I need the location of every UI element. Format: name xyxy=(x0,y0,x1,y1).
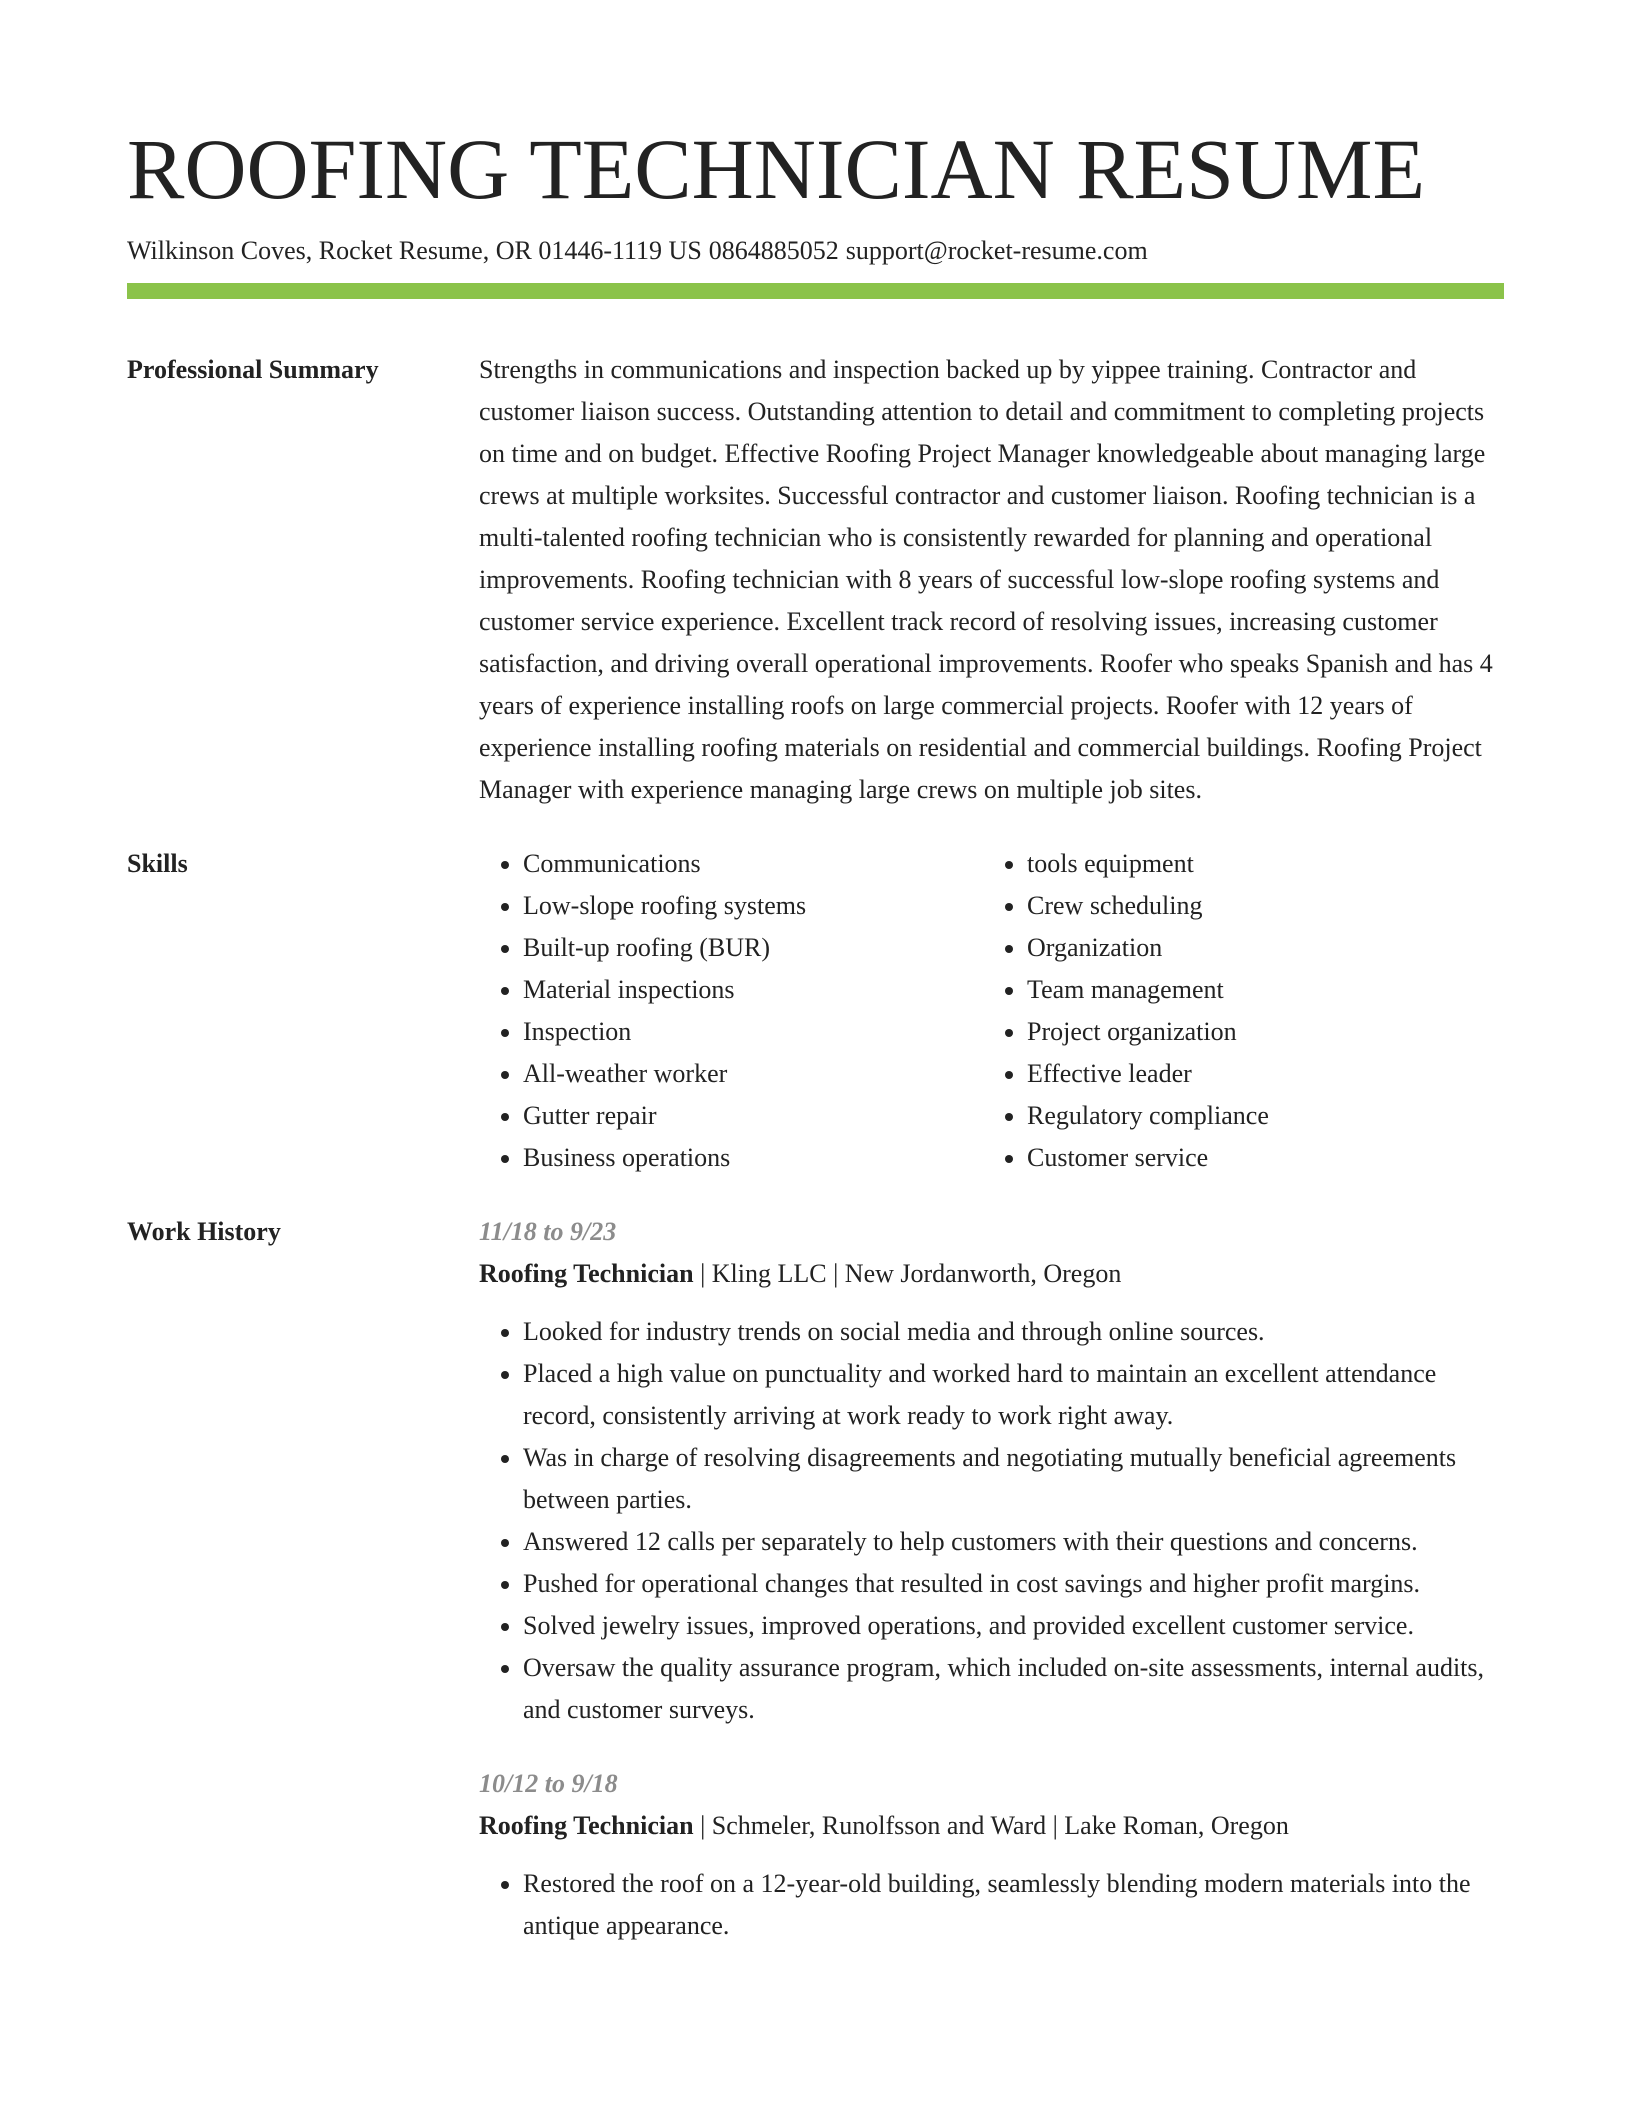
job-title-line xyxy=(479,1253,1504,1295)
summary-text: Strengths in communications and inspection backed up by yippee training. Contractor and customer liaison success. Outstanding attention to detail and commitment to completing projects on time and on budget. Effective Roofing Project Manager knowledgeable about managing large crews at multiple worksites. Successful contractor and customer liaison. Roofing technician is a multi-talented roofing technician who is consistently rewarded for planning and operational improvements. Roofing technician with 8 years of successful low-slope roofing systems and customer service experience. Excellent track record of resolving issues, increasing customer satisfaction, and driving overall operational improvements. Roofer who speaks Spanish and has 4 years of experience installing roofs on large commercial projects. Roofer with 12 years of experience installing roofing materials on residential and commercial buildings. Roofing Project Manager with experience managing large crews on multiple job sites. xyxy=(479,355,1493,804)
work-history-section xyxy=(127,1211,1504,1947)
skills-heading: Skills xyxy=(127,849,188,878)
contact-email[interactable]: support@rocket-resume.com xyxy=(845,236,1148,265)
job-bullet: • Oversaw the quality assurance program, which included on-site assessments, internal audits, and customer surveys. xyxy=(523,1647,1504,1731)
skill-item: • Crew scheduling xyxy=(1027,885,1487,927)
skills-list-right xyxy=(983,843,1487,1179)
job-bullet: • Was in charge of resolving disagreements and negotiating mutually beneficial agreements between parties. xyxy=(523,1437,1504,1521)
header-divider xyxy=(127,283,1504,299)
contact-line xyxy=(127,233,1505,269)
skill-item: • tools equipment xyxy=(1027,843,1487,885)
summary-heading: Professional Summary xyxy=(127,355,379,384)
skill-item: • Low-slope roofing systems xyxy=(523,885,983,927)
skill-item: • Gutter repair xyxy=(523,1095,983,1137)
job-bullet: • Pushed for operational changes that resulted in cost savings and higher profit margins. xyxy=(523,1563,1504,1605)
skill-item: • Inspection xyxy=(523,1011,983,1053)
work-history-body xyxy=(479,1211,1504,1947)
skill-item: • Organization xyxy=(1027,927,1487,969)
job-details: | Kling LLC | New Jordanworth, Oregon xyxy=(693,1259,1122,1288)
skill-item: • Team management xyxy=(1027,969,1487,1011)
skills-columns xyxy=(479,843,1504,1179)
job-dates: 10/12 to 9/18 xyxy=(479,1769,618,1798)
skill-item: • Material inspections xyxy=(523,969,983,1011)
job-entry xyxy=(479,1211,1504,1731)
job-title-line xyxy=(479,1805,1504,1847)
resume-title: ROOFING TECHNICIAN RESUME xyxy=(127,121,1426,217)
job-bullet: • Answered 12 calls per separately to help customers with their questions and concerns. xyxy=(523,1521,1504,1563)
skills-section xyxy=(127,843,1504,1179)
skill-item: • Built-up roofing (BUR) xyxy=(523,927,983,969)
skill-item: • All-weather worker xyxy=(523,1053,983,1095)
job-bullets xyxy=(479,1311,1504,1731)
skill-item: • Business operations xyxy=(523,1137,983,1179)
skill-item: • Project organization xyxy=(1027,1011,1487,1053)
skill-item: • Regulatory compliance xyxy=(1027,1095,1487,1137)
skills-list-left xyxy=(479,843,983,1179)
skill-item: • Customer service xyxy=(1027,1137,1487,1179)
job-bullets xyxy=(479,1863,1504,1947)
contact-phone: 0864885052 xyxy=(708,236,839,265)
contact-address: Wilkinson Coves, Rocket Resume, OR 01446-1119 US xyxy=(127,236,702,265)
summary-section xyxy=(127,349,1504,811)
job-details: | Schmeler, Runolfsson and Ward | Lake Roman, Oregon xyxy=(693,1811,1289,1840)
job-bullet: • Looked for industry trends on social media and through online sources. xyxy=(523,1311,1504,1353)
job-bullet: • Solved jewelry issues, improved operations, and provided excellent customer service. xyxy=(523,1605,1504,1647)
job-bullet: • Restored the roof on a 12-year-old building, seamlessly blending modern materials into the antique appearance. xyxy=(523,1863,1504,1947)
job-entry xyxy=(479,1763,1504,1947)
job-dates: 11/18 to 9/23 xyxy=(479,1217,617,1246)
skill-item: • Communications xyxy=(523,843,983,885)
job-title: Roofing Technician xyxy=(479,1811,694,1840)
work-history-heading: Work History xyxy=(127,1217,281,1246)
skill-item: • Effective leader xyxy=(1027,1053,1487,1095)
job-title: Roofing Technician xyxy=(479,1259,694,1288)
job-bullet: • Placed a high value on punctuality and worked hard to maintain an excellent attendance record, consistently arriving at work ready to work right away. xyxy=(523,1353,1504,1437)
